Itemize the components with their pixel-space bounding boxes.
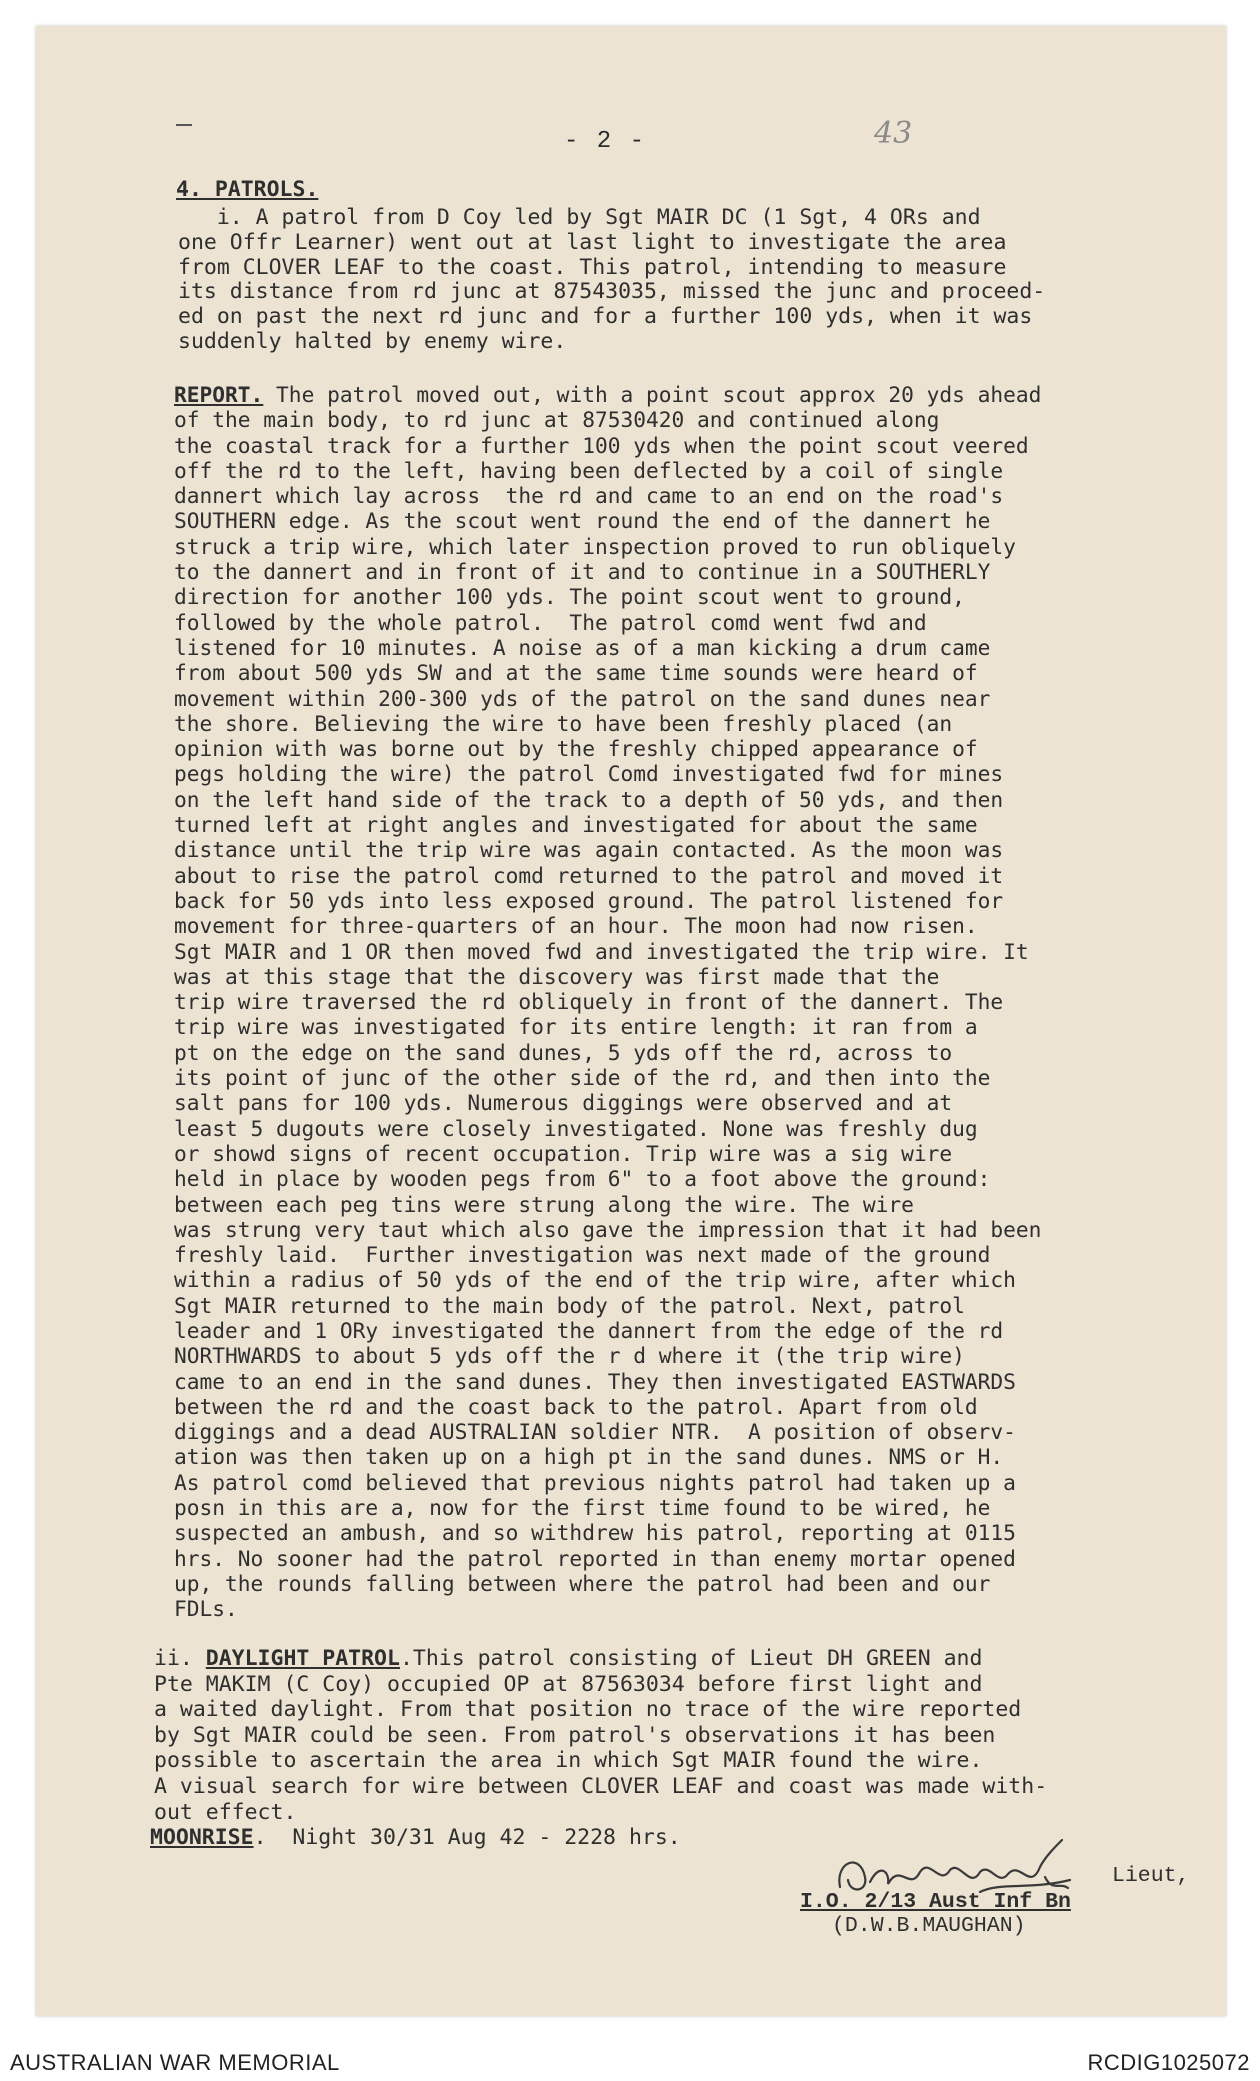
- report-body: of the main body, to rd junc at 87530420 and continued along the coastal track for a further 100 yds when the point scout veered off the rd to the left, having been deflected by a coil of single dannert which lay across the rd and came to an end on the road's SOUTHERN edge. As the scout went round the end of the dannert he struck a trip wire, which later inspection proved to run obliquely to the dannert and in front of it and to continue in a SOUTHERLY direction for another 100 yds. The point scout went to ground, followed by the whole patrol. The patrol comd went fwd and listened for 10 minutes. A noise as of a man kicking a drum came from about 500 yds SW and at the same time sounds were heard of movement within 200-300 yds of the patrol on the sand dunes near the shore. Believing the wire to have been freshly placed (an opinion with was borne out by the freshly chipped appearance of pegs holding the wire) the patrol Comd investigated fwd for mines on the left hand side of the track to a depth of 50 yds, and then turned left at right angles and investigated for about the same distance until the trip wire was again contacted. As the moon was about to rise the patrol comd returned to the patrol and moved it back for 50 yds into less exposed ground. The patrol listened for movement for three-quarters of an hour. The moon had now risen. Sgt MAIR and 1 OR then moved fwd and investigated the trip wire. It was at this stage that the discovery was first made that the trip wire traversed the rd obliquely in front of the dannert. The trip wire was investigated for its entire length: it ran from a pt on the edge on the sand dunes, 5 yds off the rd, across to its point of junc of the other side of the rd, and then into the salt pans for 100 yds. Numerous diggings were observed and at least 5 dugouts were closely investigated. None was freshly dug or showd signs of recent occupation. Trip wire was a sig wire held in place by wooden pegs from 6" to a foot above the ground: between each peg tins were strung along the wire. The wire was strung very taut which also gave the impression that it had been freshly laid. Further investigation was next made of the ground within a radius of 50 yds of the end of the trip wire, after which Sgt MAIR returned to the main body of the patrol. Next, patrol leader and 1 ORy investigated the dannert from the edge of the rd NORTHWARDS to about 5 yds off the r d where it (the trip wire) came to an end in the sand dunes. They then investigated EASTWARDS between the rd and the coast back to the patrol. Apart from old diggings and a dead AUSTRALIAN soldier NTR. A position of observ- ation was then taken up on a high pt in the sand dunes. NMS or H. As patrol comd believed that previous nights patrol had taken up a posn in this are a, now for the first time found to be wired, he suspected an ambush, and so withdrew his patrol, reporting at 0115 hrs. No sooner had the patrol reported in than enemy mortar opened up, the rounds falling between where the patrol had been and our FDLs.: [174, 407, 1042, 1622]
- footer-record-id: RCDIG1025072: [1087, 2050, 1250, 2075]
- daylight-patrol-paragraph: [154, 1646, 1047, 1825]
- daylight-label: DAYLIGHT PATROL: [205, 1646, 400, 1671]
- footer-archive-name: AUSTRALIAN WAR MEMORIAL: [10, 2050, 340, 2075]
- signature-block: [800, 1852, 1220, 1962]
- signatory-name: (D.W.B.MAUGHAN): [832, 1914, 1026, 1938]
- section-heading-text: 4. PATROLS.: [176, 177, 319, 202]
- margin-dash: [176, 124, 192, 126]
- section-heading: [176, 178, 318, 203]
- report-first-line: The patrol moved out, with a point scout approx 20 yds ahead: [263, 382, 1042, 407]
- moonrise-line: [150, 1826, 681, 1851]
- signatory-rank: Lieut,: [1112, 1864, 1190, 1888]
- moonrise-label: MOONRISE: [150, 1825, 254, 1850]
- signatory-unit: I.O. 2/13 Aust Inf Bn: [800, 1890, 1071, 1914]
- patrol-intro-paragraph: i. A patrol from D Coy led by Sgt MAIR DC (1 Sgt, 4 ORs and one Offr Learner) went out at last light to investigate the area from CLOVER LEAF to the coast. This patrol, intending to measure its distance from rd junc at 87543035, missed the junc and proceed- ed on past the next rd junc and for a further 100 yds, when it was suddenly halted by enemy wire.: [178, 205, 1046, 354]
- daylight-first-line: .This patrol consisting of Lieut DH GREEN and: [399, 1646, 983, 1671]
- report-paragraph: [174, 382, 1041, 1622]
- report-label: REPORT.: [174, 382, 264, 407]
- moonrise-text: . Night 30/31 Aug 42 - 2228 hrs.: [253, 1825, 681, 1850]
- handwritten-reference-mark: 43: [874, 116, 913, 151]
- daylight-prefix: ii.: [154, 1646, 206, 1671]
- daylight-body: Pte MAKIM (C Coy) occupied OP at 87563034 before first light and a waited daylight. From that position no trace of the wire reported by Sgt MAIR could be seen. From patrol's observations it has been possible to ascertain the area in which Sgt MAIR found the wire. A visual search for wire between CLOVER LEAF and coast was made with- out effect.: [154, 1671, 1048, 1825]
- page-number: - 2 -: [564, 128, 647, 155]
